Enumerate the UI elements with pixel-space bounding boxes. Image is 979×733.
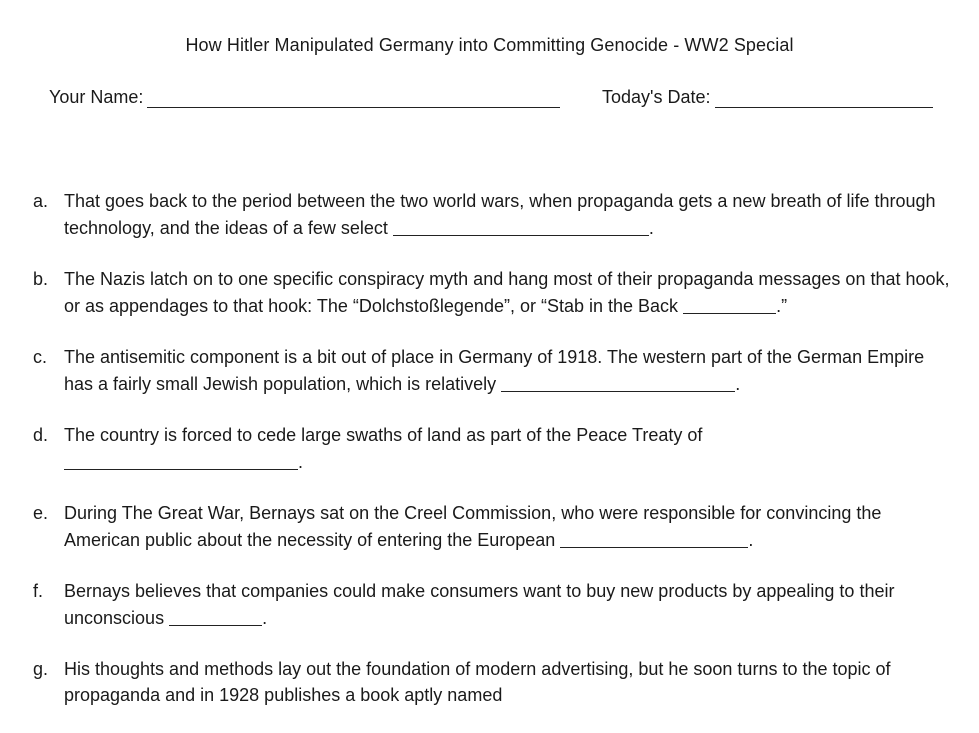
answer-blank[interactable] — [64, 450, 298, 470]
question-text: Bernays believes that companies could make consumers want to buy new products by appealing to their unconscious — [64, 581, 895, 628]
answer-blank[interactable] — [560, 528, 748, 548]
question-line-2 — [64, 448, 953, 475]
answer-blank[interactable] — [169, 606, 262, 626]
question-item — [33, 422, 953, 475]
date-label: Today's Date: — [602, 87, 711, 107]
question-text: The antisemitic component is a bit out of place in Germany of 1918. The western part of the German Empire has a fairly small Jewish population, which is relatively — [64, 347, 925, 394]
answer-blank[interactable] — [683, 294, 776, 314]
question-text: His thoughts and methods lay out the foundation of modern advertising, but he soon turns to the topic of propaganda and in 1928 publishes a book aptly named — [64, 659, 891, 705]
question-label: f. — [33, 581, 44, 601]
question-suffix: . — [648, 218, 654, 238]
question-item — [33, 578, 953, 631]
question-list — [33, 188, 953, 733]
question-label: b. — [33, 269, 49, 289]
question-label: a. — [33, 191, 49, 211]
question-suffix: . — [262, 608, 268, 628]
question-suffix: . — [298, 452, 304, 472]
question-item — [33, 500, 953, 553]
question-suffix: . — [748, 530, 754, 550]
worksheet-title: How Hitler Manipulated Germany into Committing Genocide - WW2 Special — [185, 35, 794, 55]
name-blank[interactable] — [147, 89, 560, 108]
date-field — [602, 87, 933, 108]
answer-blank[interactable] — [393, 216, 649, 236]
question-text: During The Great War, Bernays sat on the Creel Commission, who were responsible for convincing the American public about the necessity of entering the European — [64, 503, 882, 550]
question-label: c. — [33, 347, 48, 367]
question-item — [33, 656, 953, 708]
question-text: The country is forced to cede large swaths of land as part of the Peace Treaty of — [64, 425, 703, 445]
name-field — [49, 87, 560, 108]
question-text: That goes back to the period between the two world wars, when propaganda gets a new breath of life through technology, and the ideas of a few select — [64, 191, 936, 238]
question-label: e. — [33, 503, 49, 523]
question-item — [33, 188, 953, 241]
question-label: g. — [33, 659, 49, 679]
question-label: d. — [33, 425, 49, 445]
question-item — [33, 266, 953, 319]
question-text: The Nazis latch on to one specific conspiracy myth and hang most of their propaganda messages on that hook, or as appendages to that hook: The “Dolchstoßlegende”, or “Stab in the Back — [64, 269, 950, 316]
question-suffix: . — [735, 374, 741, 394]
question-item — [33, 344, 953, 397]
date-blank[interactable] — [715, 89, 933, 108]
question-suffix: .” — [776, 296, 788, 316]
answer-blank[interactable] — [501, 372, 735, 392]
name-label: Your Name: — [49, 87, 144, 107]
